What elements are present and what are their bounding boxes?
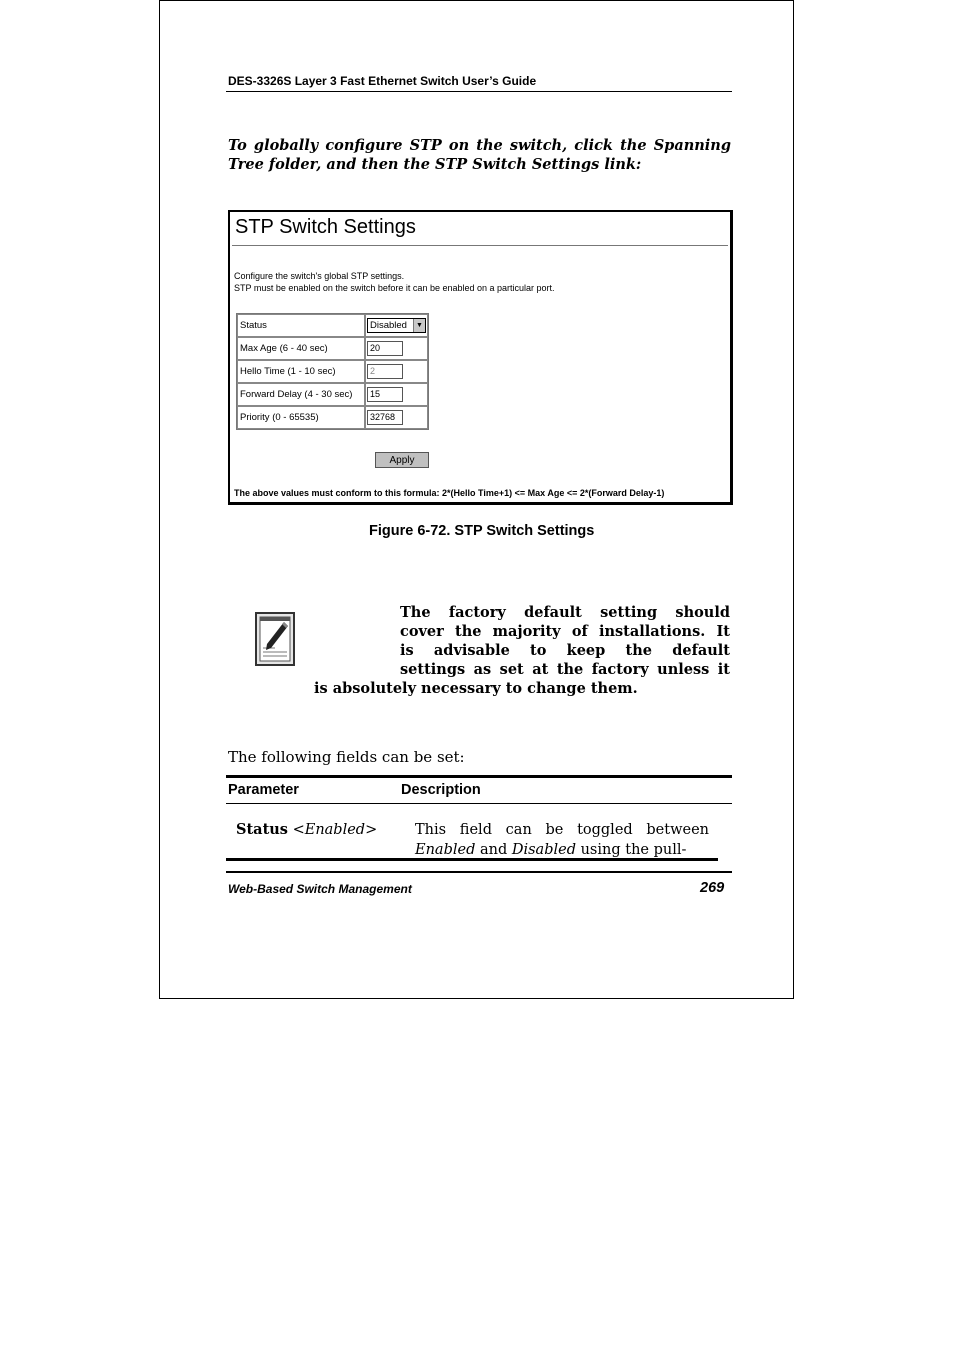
note-line: is advisable to keep the default (400, 642, 730, 659)
screenshot-title-rule (232, 245, 728, 246)
status-description: This field can be toggled between Enabled and Disabled using the pull- (415, 822, 709, 858)
note-line: settings as set at the factory unless it (400, 661, 730, 678)
table-row (237, 314, 428, 337)
note-line: cover the majority of installations. It (400, 623, 730, 640)
table-top-rule (226, 775, 732, 778)
status-parameter: Status <Enabled> (236, 821, 378, 838)
max-age-input[interactable]: 20 (367, 341, 403, 356)
status-label: Status (237, 314, 365, 337)
table-row (237, 406, 428, 429)
forward-delay-label: Forward Delay (4 - 30 sec) (237, 383, 365, 406)
hello-time-input[interactable]: 2 (367, 364, 403, 379)
max-age-label: Max Age (6 - 40 sec) (237, 337, 365, 360)
stp-settings-table (236, 313, 429, 430)
figure-caption: Figure 6-72. STP Switch Settings (369, 523, 595, 539)
table-row (237, 360, 428, 383)
notepad-pencil-icon (255, 612, 295, 666)
following-fields-text: The following fields can be set: (228, 748, 465, 766)
priority-label: Priority (0 - 65535) (237, 406, 365, 429)
footer-title: Web-Based Switch Management (228, 882, 412, 896)
intro-text: To globally configure STP on the switch, click the Spanning Tree folder, and then the STP Switch Settings link: (228, 137, 731, 173)
status-parameter-name: Status (236, 821, 288, 838)
note-line: The factory default setting should (400, 604, 730, 621)
screenshot-title: STP Switch Settings (235, 216, 416, 238)
description-line-1: Configure the switch's global STP settings. (234, 271, 405, 281)
chevron-down-icon[interactable]: ▼ (413, 319, 425, 332)
footer-rule (226, 871, 732, 873)
forward-delay-input[interactable]: 15 (367, 387, 403, 402)
apply-button[interactable]: Apply (375, 452, 429, 468)
note-line: is absolutely necessary to change them. (314, 680, 638, 697)
table-bottom-rule (226, 858, 718, 861)
header-rule (226, 91, 732, 92)
description-header: Description (401, 782, 481, 798)
priority-input[interactable]: 32768 (367, 410, 403, 425)
table-row (237, 383, 428, 406)
table-row (237, 337, 428, 360)
screenshot-description (234, 270, 555, 294)
header-row-rule (226, 803, 732, 804)
status-select-value: Disabled (370, 320, 407, 331)
note-text (314, 603, 730, 698)
stp-settings-screenshot (228, 210, 733, 505)
formula-note: The above values must conform to this formula: 2*(Hello Time+1) <= Max Age <= 2*(Forward Delay-1) (234, 488, 665, 498)
parameter-header: Parameter (228, 782, 299, 798)
hello-time-label: Hello Time (1 - 10 sec) (237, 360, 365, 383)
status-select[interactable] (367, 318, 426, 333)
description-line-2: STP must be enabled on the switch before it can be enabled on a particular port. (234, 283, 555, 293)
page-number: 269 (700, 880, 725, 896)
page-header: DES-3326S Layer 3 Fast Ethernet Switch User’s Guide (228, 74, 537, 88)
